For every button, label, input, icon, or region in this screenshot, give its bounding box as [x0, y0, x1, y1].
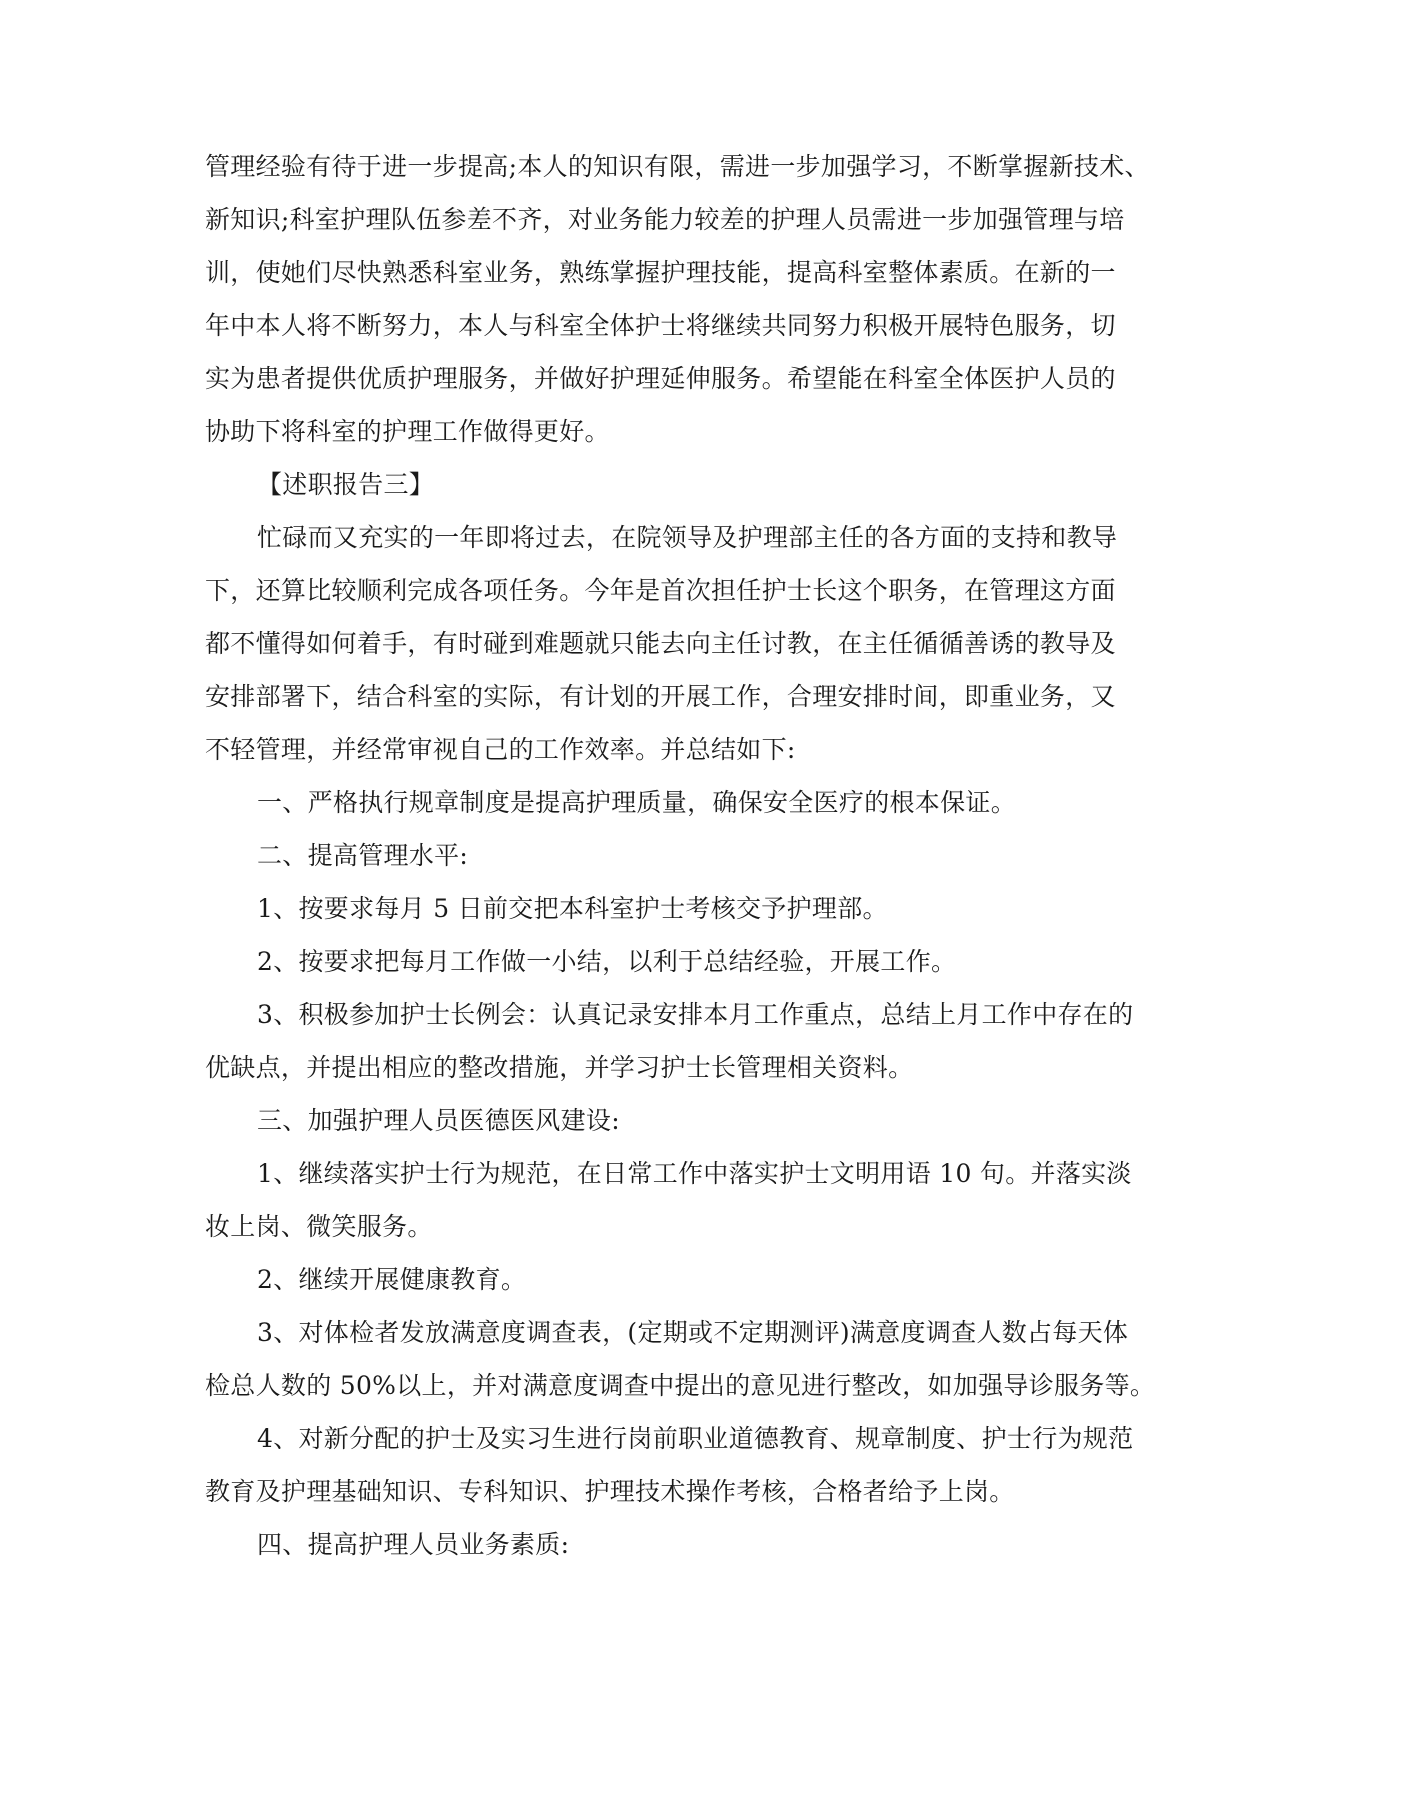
text-line: 【述职报告三】 [257, 470, 435, 499]
text-line: 2、继续开展健康教育。 [257, 1265, 527, 1294]
text-line: 都不懂得如何着手，有时碰到难题就只能去向主任讨教，在主任循循善诱的教导及 [205, 629, 1116, 658]
text-line: 优缺点，并提出相应的整改措施，并学习护士长管理相关资料。 [205, 1053, 914, 1082]
text-line: 三、加强护理人员医德医风建设: [257, 1106, 620, 1135]
text-line: 2、按要求把每月工作做一小结，以利于总结经验，开展工作。 [257, 947, 957, 976]
text-line: 1、继续落实护士行为规范，在日常工作中落实护士文明用语 10 句。并落实淡 [257, 1159, 1132, 1188]
text-line: 4、对新分配的护士及实习生进行岗前职业道德教育、规章制度、护士行为规范 [257, 1424, 1134, 1453]
text-line: 教育及护理基础知识、专科知识、护理技术操作考核，合格者给予上岗。 [205, 1477, 1015, 1506]
text-line: 四、提高护理人员业务素质: [257, 1530, 570, 1559]
text-line: 不轻管理，并经常审视自己的工作效率。并总结如下: [205, 735, 796, 764]
document-body [205, 140, 1215, 1571]
text-line: 实为患者提供优质护理服务，并做好护理延伸服务。希望能在科室全体医护人员的 [205, 364, 1116, 393]
text-line: 管理经验有待于进一步提高;本人的知识有限，需进一步加强学习，不断掌握新技术、 [205, 152, 1150, 181]
text-line: 1、按要求每月 5 日前交把本科室护士考核交予护理部。 [257, 894, 888, 923]
text-line: 3、积极参加护士长例会：认真记录安排本月工作重点，总结上月工作中存在的 [257, 1000, 1134, 1029]
text-line: 下，还算比较顺利完成各项任务。今年是首次担任护士长这个职务，在管理这方面 [205, 576, 1116, 605]
text-line: 二、提高管理水平: [257, 841, 469, 870]
text-line: 忙碌而又充实的一年即将过去，在院领导及护理部主任的各方面的支持和教导 [257, 523, 1118, 552]
text-line: 3、对体检者发放满意度调查表，(定期或不定期测评)满意度调查人数占每天体 [257, 1318, 1129, 1347]
text-line: 新知识;科室护理队伍参差不齐，对业务能力较差的护理人员需进一步加强管理与培 [205, 205, 1125, 234]
text-line: 安排部署下，结合科室的实际，有计划的开展工作，合理安排时间，即重业务，又 [205, 682, 1116, 711]
text-line: 妆上岗、微笑服务。 [205, 1212, 433, 1241]
text-line: 协助下将科室的护理工作做得更好。 [205, 417, 610, 446]
text-line: 一、严格执行规章制度是提高护理质量，确保安全医疗的根本保证。 [257, 788, 1017, 817]
text-line: 训，使她们尽快熟悉科室业务，熟练掌握护理技能，提高科室整体素质。在新的一 [205, 258, 1116, 287]
text-line: 年中本人将不断努力，本人与科室全体护士将继续共同努力积极开展特色服务，切 [205, 311, 1116, 340]
text-line: 检总人数的 50%以上，并对满意度调查中提出的意见进行整改，如加强导诊服务等。 [205, 1371, 1156, 1400]
